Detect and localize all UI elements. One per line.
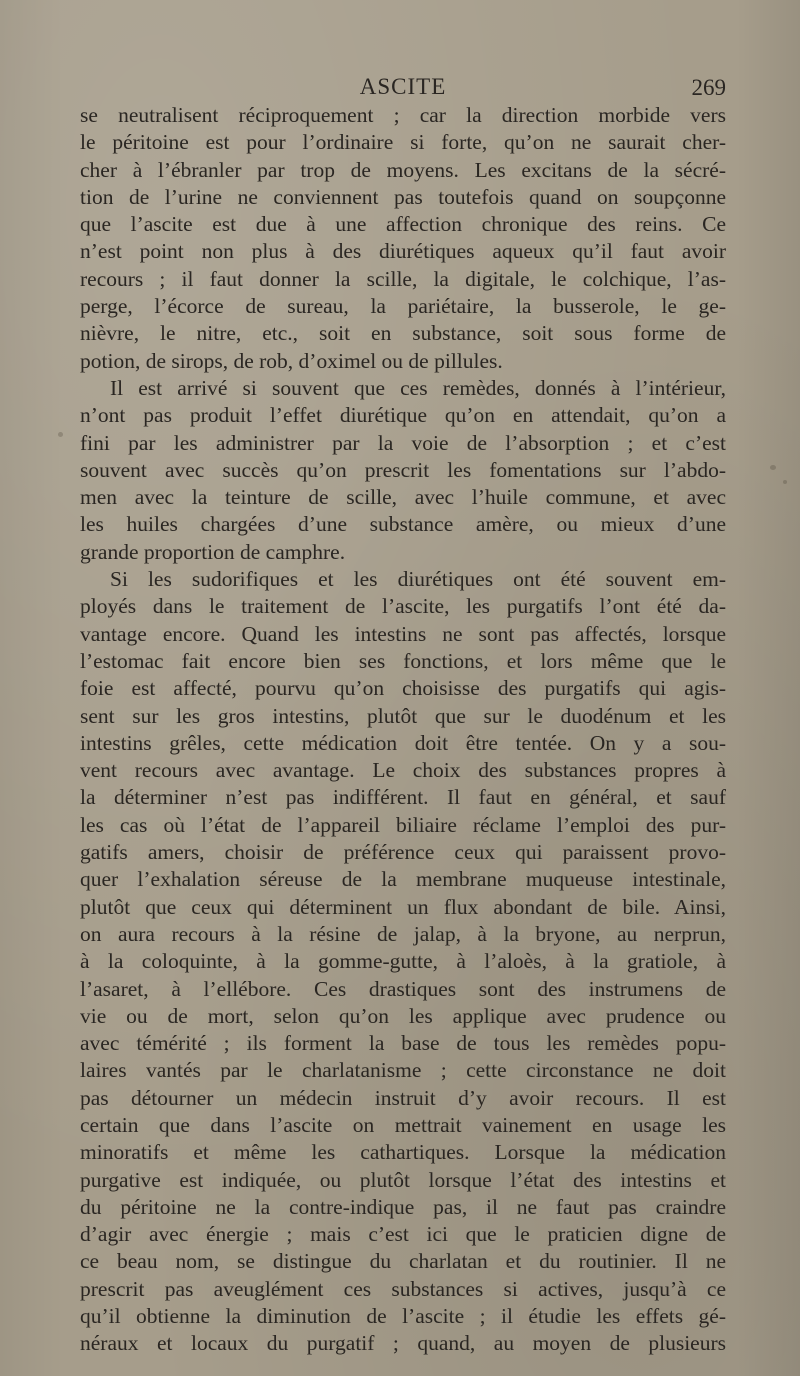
text-line: men avec la teinture de scille, avec l’huile commune, et avec xyxy=(80,485,726,510)
ink-speck xyxy=(783,480,787,484)
text-line: les huiles chargées d’une substance amère, ou mieux d’une xyxy=(80,512,726,537)
text-line: n’ont pas produit l’effet diurétique qu’on en attendait, qu’on a xyxy=(80,403,726,428)
text-line: l’estomac fait encore bien ses fonctions, et lors même que le xyxy=(80,648,726,673)
text-line: les cas où l’état de l’appareil biliaire réclame l’emploi des pur- xyxy=(80,812,726,837)
text-line: recours ; il faut donner la scille, la digitale, le colchique, l’as- xyxy=(80,266,726,291)
text-line: quer l’exhalation séreuse de la membrane muqueuse intestinale, xyxy=(80,867,726,892)
ink-speck xyxy=(58,432,63,437)
text-line: cher à l’ébranler par trop de moyens. Les excitans de la sécré- xyxy=(80,157,726,182)
text-line: Il est arrivé si souvent que ces remèdes, donnés à l’intérieur, xyxy=(110,375,726,400)
text-line: certain que dans l’ascite on mettrait vainement en usage les xyxy=(80,1112,726,1137)
text-line: on aura recours à la résine de jalap, à la bryone, au nerprun, xyxy=(80,921,726,946)
text-line: plutôt que ceux qui déterminent un flux abondant de bile. Ainsi, xyxy=(80,894,726,919)
text-line: à la coloquinte, à la gomme-gutte, à l’aloès, à la gratiole, à xyxy=(80,949,726,974)
running-title: ASCITE xyxy=(359,74,447,99)
text-line: grande proportion de camphre. xyxy=(80,539,346,564)
text-line: la déterminer n’est pas indifférent. Il faut en général, et sauf xyxy=(80,785,726,810)
text-line: se neutralisent réciproquement ; car la direction morbide vers xyxy=(80,103,726,127)
text-line: néraux et locaux du purgatif ; quand, au moyen de plusieurs xyxy=(80,1331,726,1356)
text-line: purgative est indiquée, ou plutôt lorsque l’état des intestins et xyxy=(80,1167,726,1192)
text-line: qu’il obtienne la diminution de l’ascite ; il étudie les effets gé- xyxy=(80,1304,726,1329)
text-line: vent recours avec avantage. Le choix des substances propres à xyxy=(80,758,726,783)
text-line: laires vantés par le charlatanisme ; cette circonstance ne doit xyxy=(80,1058,726,1083)
text-line: perge, l’écorce de sureau, la pariétaire, la busserole, le ge- xyxy=(80,294,726,319)
text-line: le péritoine est pour l’ordinaire si forte, qu’on ne saurait cher- xyxy=(80,130,726,155)
text-line: prescrit pas aveuglément ces substances si actives, jusqu’à ce xyxy=(80,1276,726,1301)
text-line: tion de l’urine ne conviennent pas toutefois quand on soupçonne xyxy=(80,184,726,209)
text-line: ce beau nom, se distingue du charlatan et du routinier. Il ne xyxy=(80,1249,726,1274)
text-line: que l’ascite est due à une affection chronique des reins. Ce xyxy=(80,212,726,237)
text-line: vie ou de mort, selon qu’on les applique avec prudence ou xyxy=(80,1003,726,1028)
text-line: foie est affecté, pourvu qu’on choisisse des purgatifs qui agis- xyxy=(80,676,726,701)
ink-speck xyxy=(770,465,776,470)
text-line: fini par les administrer par la voie de l’absorption ; et c’est xyxy=(80,430,726,455)
text-line: gatifs amers, choisir de préférence ceux qui paraissent provo- xyxy=(80,840,726,865)
text-line: Si les sudorifiques et les diurétiques ont été souvent em- xyxy=(110,567,726,592)
text-line: l’asaret, à l’ellébore. Ces drastiques sont des instrumens de xyxy=(80,976,726,1001)
running-head xyxy=(80,74,726,104)
text-line: potion, de sirops, de rob, d’oximel ou de pillules. xyxy=(80,348,503,373)
text-line: vantage encore. Quand les intestins ne sont pas affectés, lorsque xyxy=(80,621,726,646)
page-number: 269 xyxy=(691,75,726,100)
text-line: du péritoine ne la contre-indique pas, il ne faut pas craindre xyxy=(80,1194,726,1219)
text-line: nièvre, le nitre, etc., soit en substance, soit sous forme de xyxy=(80,321,726,346)
text-line: souvent avec succès qu’on prescrit les fomentations sur l’abdo- xyxy=(80,457,726,482)
text-line: intestins grêles, cette médication doit être tentée. On y a sou- xyxy=(80,730,726,755)
text-line: ployés dans le traitement de l’ascite, les purgatifs l’ont été da- xyxy=(80,594,726,619)
text-line: sent sur les gros intestins, plutôt que sur le duodénum et les xyxy=(80,703,726,728)
text-line: minoratifs et même les cathartiques. Lorsque la médication xyxy=(80,1140,726,1165)
text-line: pas détourner un médecin instruit d’y avoir recours. Il est xyxy=(80,1085,726,1110)
text-line: d’agir avec énergie ; mais c’est ici que le praticien digne de xyxy=(80,1222,726,1247)
text-line: n’est point non plus à des diurétiques aqueux qu’il faut avoir xyxy=(80,239,726,264)
text-line: avec témérité ; ils forment la base de tous les remèdes popu- xyxy=(80,1031,726,1056)
body-text xyxy=(80,102,726,1358)
